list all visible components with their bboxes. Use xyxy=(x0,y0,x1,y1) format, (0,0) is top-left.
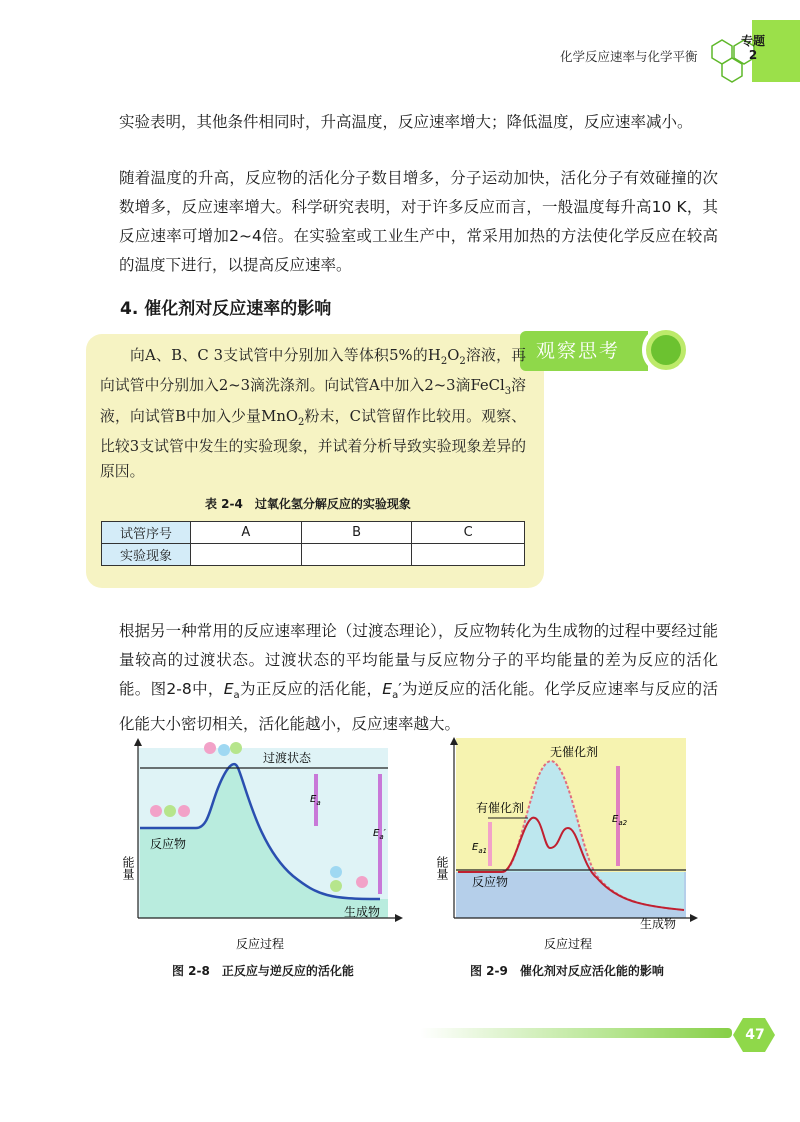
ea1-label: $E_{a1}$ xyxy=(472,842,488,855)
table-header-cell: 试管序号 xyxy=(102,522,191,544)
page-number: 47 xyxy=(745,1027,765,1043)
observe-text-o: O xyxy=(447,347,460,364)
product-label: 生成物 xyxy=(640,917,677,931)
paragraph-1-text: 实验表明，其他条件相同时，升高温度，反应速率增大；降低温度，反应速率减小。 xyxy=(119,113,693,131)
mno2-sub: 2 xyxy=(297,416,305,428)
y-axis-label: 能量 xyxy=(435,856,449,880)
y-axis-label: 能量 xyxy=(121,856,135,880)
observe-text-3: 溶液，向试管B中加入少量MnO xyxy=(100,377,526,425)
paragraph-2-text: 随着温度的升高，反应物的活化分子数目增多，分子运动加快，活化分子有效碰撞的次数增多，反应速率增大。科学研究表明，对于许多反应而言，一般温度每升高10 K，其反应速率可增加2~4倍。在实验室或工业生产中，常采用加热的方法使化学反应在较高的温度下进行，以提高反应速率。 xyxy=(119,169,718,274)
fecl3-sub: 3 xyxy=(504,386,512,398)
figure-2-8-caption: 图 2-8 正反应与逆反应的活化能 xyxy=(172,964,354,978)
figure-2-9 xyxy=(432,736,702,958)
paragraph-3-a: 根据另一种常用的反应速率理论（过渡态理论），反应物转化为生成物的过程中要经过能量较高的过渡状态。过渡状态的平均能量与反应物分子的平均能量的差为反应的活化能。图2-8中， xyxy=(119,622,718,698)
no-catalyst-label: 无催化剂 xyxy=(550,745,599,759)
ea2-label: $E_{a2}$ xyxy=(612,814,628,827)
table-caption: 表 2-4 过氧化氢分解反应的实验现象 xyxy=(205,497,411,511)
topic-label: 专题 xyxy=(740,34,765,48)
transition-label: 过渡状态 xyxy=(263,751,312,765)
figure-2-9-caption: 图 2-9 催化剂对反应活化能的影响 xyxy=(470,964,664,978)
x-axis-arrow-icon xyxy=(395,914,403,922)
h2o2-sub-2: 2 xyxy=(440,355,448,367)
table-cell-a: A xyxy=(191,522,302,544)
experiment-table xyxy=(101,521,525,566)
magnifier-icon xyxy=(636,322,706,382)
ea-prime-symbol: E xyxy=(382,680,393,698)
observe-text-1: 向A、B、C 3支试管中分别加入等体积5%的H xyxy=(130,347,441,364)
paragraph-3-c: 为逆反应的活化能。化学反应速率与反应的活化能大小密切相关，活化能越小，反应速率越大。 xyxy=(119,680,718,734)
table-header-cell: 实验现象 xyxy=(102,544,191,566)
table-cell-empty xyxy=(412,544,525,566)
ea-label: $E_a$ xyxy=(310,794,321,807)
ea-symbol: E xyxy=(223,680,234,698)
paragraph-2 xyxy=(88,164,718,280)
paragraph-3 xyxy=(88,617,718,739)
h2o2-sub-2b: 2 xyxy=(459,355,466,367)
table-cell-b: B xyxy=(301,522,412,544)
ea-subscript: a xyxy=(233,690,240,702)
y-axis-arrow-icon xyxy=(134,738,142,746)
product-label: 生成物 xyxy=(344,905,381,919)
ea-prime-subscript: a xyxy=(392,690,399,702)
table-row xyxy=(102,544,525,566)
reactant-label: 反应物 xyxy=(472,875,509,889)
paragraph-1 xyxy=(88,108,718,137)
paragraph-3-text xyxy=(88,617,718,739)
section-title: 4. 催化剂对反应速率的影响 xyxy=(120,299,332,319)
paragraph-3-b: 为正反应的活化能， xyxy=(239,680,383,698)
page-bar xyxy=(420,1028,732,1038)
x-axis-label: 反应过程 xyxy=(544,937,593,951)
prime-mark: ′ xyxy=(398,680,402,698)
table-cell-empty xyxy=(191,544,302,566)
x-axis-label: 反应过程 xyxy=(236,937,285,951)
figure-2-8 xyxy=(118,736,408,958)
x-axis-arrow-icon xyxy=(690,914,698,922)
with-catalyst-label: 有催化剂 xyxy=(476,801,525,815)
reactant-label: 反应物 xyxy=(150,837,187,851)
topic-number: 2 xyxy=(748,48,758,62)
table-row xyxy=(102,522,525,544)
chapter-title: 化学反应速率与化学平衡 xyxy=(560,49,698,64)
observe-text-2: 溶液，再向试管中分别加入2~3滴洗涤剂。向试管A中加入2~3滴FeCl xyxy=(100,347,526,395)
observe-text xyxy=(100,344,526,484)
table-cell-empty xyxy=(301,544,412,566)
table-cell-c: C xyxy=(412,522,525,544)
observe-text-4: 粉末，C试管留作比较用。观察、比较3支试管中发生的实验现象，并试着分析导致实验现象差异的原因。 xyxy=(100,407,527,480)
observe-badge: 观察思考 xyxy=(520,331,648,371)
ea-prime-label: $E_a'$ xyxy=(373,828,386,841)
topic-badge xyxy=(733,34,773,62)
